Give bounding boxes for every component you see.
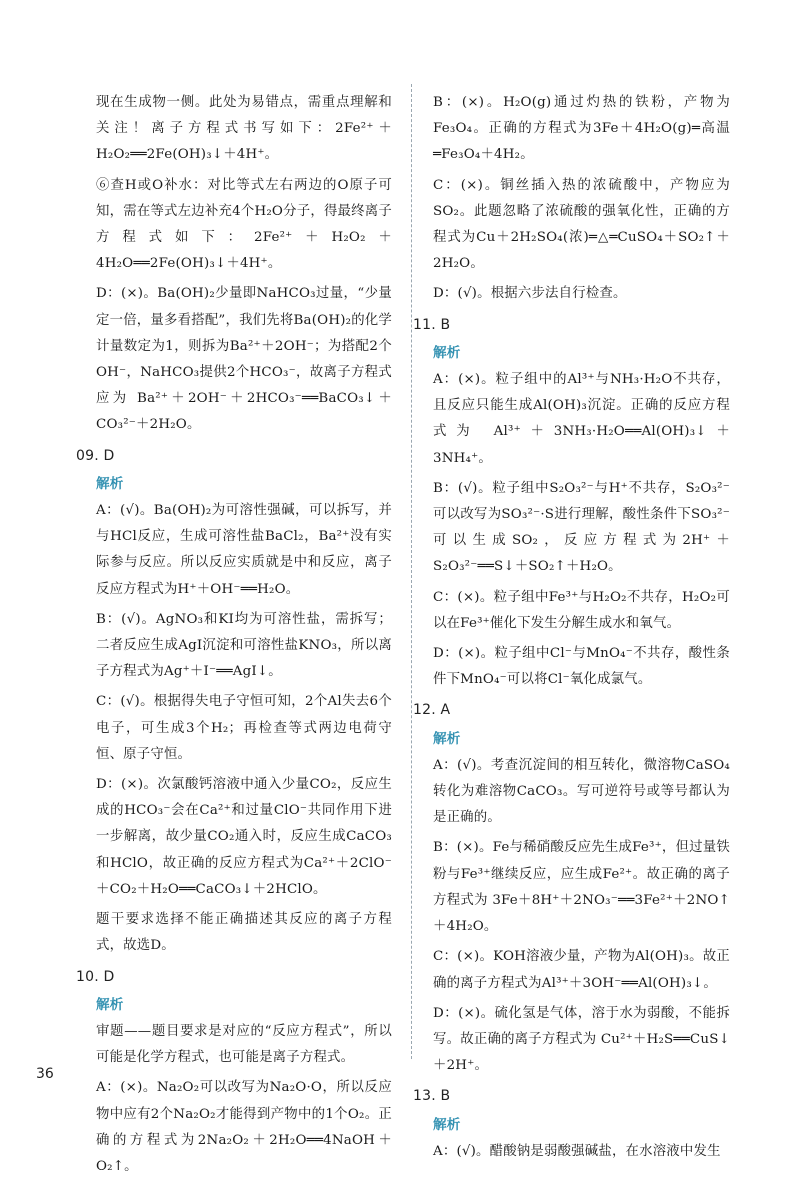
left-column: [76, 90, 392, 1184]
answer-option-c: C：(×)。铜丝插入热的浓硫酸中，产物应为SO₂。此题忽略了浓硫酸的强氧化性，正确的方程式为Cu＋2H₂SO₄(浓)═△═CuSO₄＋SO₂↑＋2H₂O。: [433, 177, 730, 272]
answer-option-a: A：(√)。考查沉淀间的相互转化，微溶物CaSO₄转化为难溶物CaCO₃。写可逆符号或等号都认为是正确的。: [433, 757, 730, 826]
page-number: 36: [36, 1066, 54, 1082]
answer-option-b: B：(×)。H₂O(g)通过灼热的铁粉，产物为Fe₃O₄。正确的方程式为3Fe＋4H₂O(g)═高温═Fe₃O₄＋4H₂。: [433, 95, 730, 163]
answer-option-b: B：(×)。Fe与稀硝酸反应先生成Fe³⁺，但过量铁粉与Fe³⁺继续反应，应生成Fe²⁺。故正确的离子方程式为 3Fe＋8H⁺＋2NO₃⁻══3Fe²⁺＋2NO↑＋4H₂O。: [433, 840, 730, 935]
paragraph: D：(×)。Ba(OH)₂少量即NaHCO₃过量，“少量定一倍，量多看搭配”，我们先将Ba(OH)₂的化学计量数定为1，则拆为Ba²⁺＋2OH⁻；为搭配2个OH⁻，NaHCO₃提供2个HCO₃⁻，故离子方程式应为 Ba²⁺＋2OH⁻＋2HCO₃⁻══BaCO₃↓＋CO₃²⁻＋2H₂O。: [96, 286, 392, 433]
answer-option-c: C：(√)。根据得失电子守恒可知，2个Al失去6个电子，可生成3个H₂；再检查等式两边电荷守恒、原子守恒。: [96, 694, 392, 762]
answer-option-b: B：(√)。粒子组中S₂O₃²⁻与H⁺不共存，S₂O₃²⁻可以改写为SO₃²⁻·S进行理解，酸性条件下SO₃²⁻可以生成SO₂，反应方程式为2H⁺＋S₂O₃²⁻══S↓＋SO₂↑＋H₂O。: [433, 480, 730, 575]
analysis-label: 解析: [433, 730, 461, 747]
answer-option-a: A：(×)。粒子组中的Al³⁺与NH₃·H₂O不共存，且反应只能生成Al(OH)₃沉淀。正确的反应方程式为 Al³⁺＋3NH₃·H₂O══Al(OH)₃↓＋3NH₄⁺。: [433, 372, 730, 466]
answer-option-d: D：(×)。硫化氢是气体，溶于水为弱酸，不能拆写。故正确的离子方程式为 Cu²⁺＋H₂S══CuS↓＋2H⁺。: [433, 1005, 730, 1074]
answer-option-a: A：(√)。Ba(OH)₂为可溶性强碱，可以拆写，并与HCl反应，生成可溶性盐BaCl₂，Ba²⁺没有实际参与反应。所以反应实质就是中和反应，离子反应方程式为H⁺＋OH⁻══H₂O。: [96, 503, 392, 597]
paragraph: ⑥查H或O补水：对比等式左右两边的O原子可知，需在等式左边补充4个H₂O分子，得最终离子方程式如下：2Fe²⁺＋H₂O₂＋4H₂O══2Fe(OH)₃↓＋4H⁺。: [96, 177, 392, 272]
question-number-11: 11. B: [413, 316, 451, 333]
analysis-label: 解析: [96, 475, 124, 492]
paragraph: 现在生成物一侧。此处为易错点，需重点理解和关注！离子方程式书写如下：2Fe²⁺＋H₂O₂══2Fe(OH)₃↓＋4H⁺。: [96, 95, 392, 163]
answer-option-a: A：(√)。醋酸钠是弱酸强碱盐，在水溶液中发生: [433, 1143, 721, 1159]
answer-option-d: D：(×)。次氯酸钙溶液中通入少量CO₂，反应生成的HCO₃⁻会在Ca²⁺和过量ClO⁻共同作用下进一步解离，故少量CO₂通入时，反应生成CaCO₃和HClO，故正确的反应方程式为Ca²⁺＋2ClO⁻＋CO₂＋H₂O══CaCO₃↓＋2HClO。: [96, 777, 392, 897]
analysis-label: 解析: [433, 344, 461, 361]
answer-option-b: B：(√)。AgNO₃和KI均为可溶性盐，需拆写；二者反应生成AgI沉淀和可溶性盐KNO₃，所以离子方程式为Ag⁺＋I⁻══AgI↓。: [96, 611, 392, 680]
answer-option-d: D：(×)。粒子组中Cl⁻与MnO₄⁻不共存，酸性条件下MnO₄⁻可以将Cl⁻氧化成氯气。: [433, 646, 730, 688]
question-number-9: 09. D: [76, 447, 115, 464]
answer-option-c: C：(×)。KOH溶液少量，产物为Al(OH)₃。故正确的离子方程式为Al³⁺＋3OH⁻══Al(OH)₃↓。: [433, 949, 730, 991]
question-number-13: 13. B: [413, 1088, 451, 1105]
question-number-10: 10. D: [76, 968, 115, 985]
right-column: [413, 90, 730, 1169]
answer-option-a: A：(×)。Na₂O₂可以改写为Na₂O·O，所以反应物中应有2个Na₂O₂才能得到产物中的1个O₂。正确的方程式为2Na₂O₂＋2H₂O══4NaOH＋O₂↑。: [96, 1080, 392, 1174]
conclusion: 题干要求选择不能正确描述其反应的离子方程式，故选D。: [96, 912, 392, 954]
question-number-12: 12. A: [413, 702, 451, 719]
question-intro: 审题——题目要求是对应的“反应方程式”，所以可能是化学方程式，也可能是离子方程式。: [96, 1023, 392, 1066]
answer-option-c: C：(×)。粒子组中Fe³⁺与H₂O₂不共存，H₂O₂可以在Fe³⁺催化下发生分解生成水和氧气。: [433, 589, 730, 631]
analysis-label: 解析: [433, 1116, 461, 1133]
answer-option-d: D：(√)。根据六步法自行检查。: [433, 286, 627, 302]
column-divider: [411, 84, 412, 1059]
analysis-label: 解析: [96, 996, 124, 1013]
